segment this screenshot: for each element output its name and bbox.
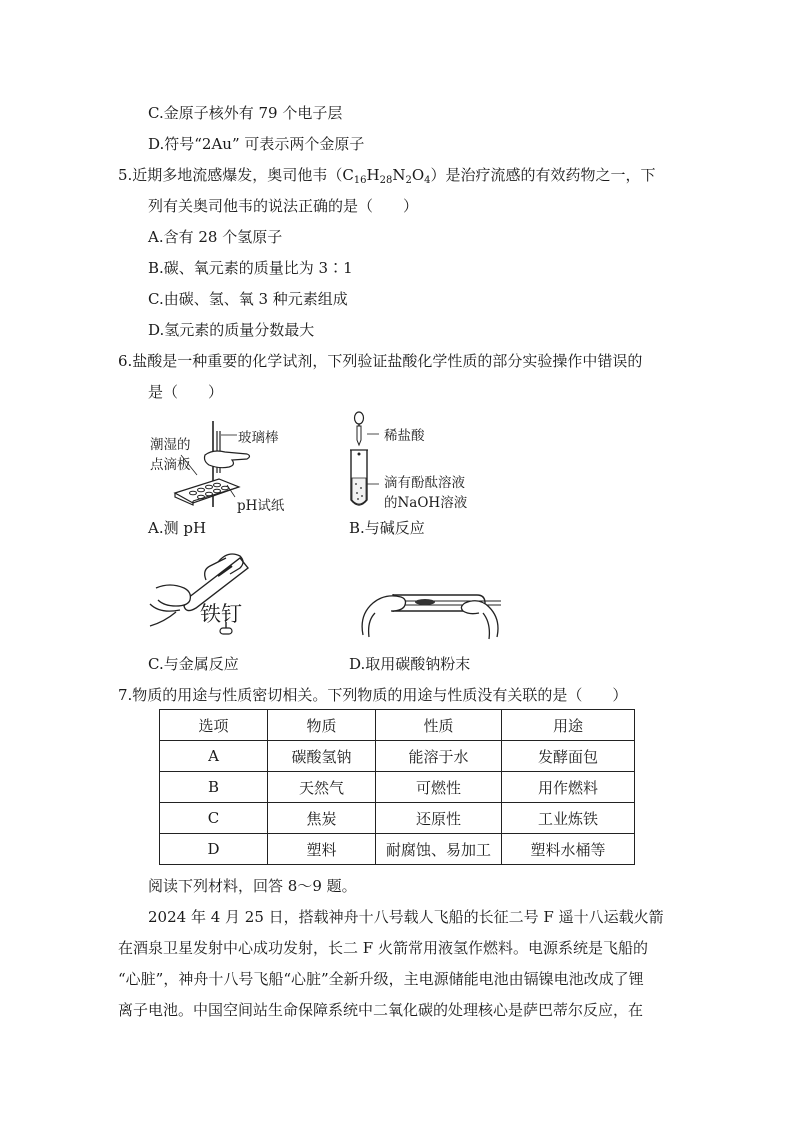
formula-c-subscript: 16 bbox=[353, 175, 367, 186]
formula-h: H bbox=[366, 166, 380, 184]
table-cell: 塑料水桶等 bbox=[502, 834, 635, 865]
reading-paragraph-line3: “心脏”，神舟十八号飞船“心脏”全新升级，主电源储能电池由镉镍电池改成了锂 bbox=[118, 970, 644, 988]
table-cell: 碳酸氢钠 bbox=[268, 741, 376, 772]
formula-o: O bbox=[411, 166, 425, 184]
q5-option-d: D.氢元素的质量分数最大 bbox=[148, 321, 315, 339]
q5-option-c: C.由碳、氢、氧 3 种元素组成 bbox=[148, 290, 348, 308]
fig-c-caption: C.与金属反应 bbox=[148, 655, 239, 673]
table-cell: 天然气 bbox=[268, 772, 376, 803]
fig-a-label-paper: pH试纸 bbox=[237, 498, 285, 514]
q7-stem: 7.物质的用途与性质密切相关。下列物质的用途与性质没有关联的是（ ） bbox=[118, 686, 628, 704]
figure-b-test-tube bbox=[345, 410, 385, 510]
q4-option-c: C.金原子核外有 79 个电子层 bbox=[148, 104, 343, 122]
fig-b-label-acid: 稀盐酸 bbox=[384, 428, 425, 444]
q6-stem-line1: 6.盐酸是一种重要的化学试剂，下列验证盐酸化学性质的部分实验操作中错误的 bbox=[118, 352, 643, 370]
q5-stem-line1 bbox=[118, 165, 656, 185]
fig-b-label-solution-2: 的NaOH溶液 bbox=[384, 495, 468, 511]
fig-a-label-rod: 玻璃棒 bbox=[238, 430, 279, 446]
table-cell: 塑料 bbox=[268, 834, 376, 865]
table-header-cell: 性质 bbox=[376, 710, 502, 741]
reading-intro: 阅读下列材料，回答 8～9 题。 bbox=[148, 877, 357, 895]
q5-stem-a: 5.近期多地流感爆发，奥司他韦（C bbox=[118, 166, 354, 184]
formula-n-subscript: 2 bbox=[405, 175, 412, 186]
q5-stem-b: ）是治疗流感的有效药物之一，下 bbox=[430, 166, 656, 184]
table-cell: 焦炭 bbox=[268, 803, 376, 834]
fig-b-caption: B.与碱反应 bbox=[349, 519, 425, 537]
q5-stem-line2: 列有关奥司他韦的说法正确的是（ ） bbox=[148, 197, 419, 215]
table-header-row bbox=[160, 710, 635, 741]
table-cell: 还原性 bbox=[376, 803, 502, 834]
q4-option-d: D.符号“2Au” 可表示两个金原子 bbox=[148, 135, 365, 153]
table-header-cell: 用途 bbox=[502, 710, 635, 741]
formula-h-subscript: 28 bbox=[379, 175, 393, 186]
table-cell: C bbox=[160, 803, 268, 834]
fig-c-label-nail: 铁钉 bbox=[200, 602, 242, 626]
fig-d-caption: D.取用碳酸钠粉末 bbox=[349, 655, 471, 673]
table-cell: 工业炼铁 bbox=[502, 803, 635, 834]
formula-o-subscript: 4 bbox=[424, 175, 431, 186]
formula-n: N bbox=[392, 166, 406, 184]
table-row bbox=[160, 803, 635, 834]
table-header-cell: 物质 bbox=[268, 710, 376, 741]
q6-stem-line2: 是（ ） bbox=[148, 383, 224, 401]
table-row bbox=[160, 741, 635, 772]
reading-paragraph-line4: 离子电池。中国空间站生命保障系统中二氧化碳的处理核心是萨巴蒂尔反应，在 bbox=[118, 1001, 644, 1019]
table-cell: 可燃性 bbox=[376, 772, 502, 803]
q5-option-b: B.碳、氧元素的质量比为 3∶1 bbox=[148, 259, 353, 277]
fig-a-label-plate-1: 潮湿的 bbox=[150, 437, 191, 453]
table-header-cell: 选项 bbox=[160, 710, 268, 741]
reading-paragraph-line1: 2024 年 4 月 25 日，搭载神舟十八号载人飞船的长征二号 F 遥十八运载火箭 bbox=[148, 908, 664, 926]
figure-d-powder bbox=[355, 565, 505, 645]
table-cell: A bbox=[160, 741, 268, 772]
figure-c-iron-nail bbox=[148, 548, 258, 643]
fig-b-label-solution-1: 滴有酚酞溶液 bbox=[384, 475, 465, 491]
fig-a-caption: A.测 pH bbox=[148, 519, 207, 537]
table-cell: B bbox=[160, 772, 268, 803]
fig-a-label-plate-2: 点滴板 bbox=[150, 457, 191, 473]
table-cell: D bbox=[160, 834, 268, 865]
table-row bbox=[160, 772, 635, 803]
table-cell: 发酵面包 bbox=[502, 741, 635, 772]
q7-options-table bbox=[159, 709, 635, 865]
table-cell: 能溶于水 bbox=[376, 741, 502, 772]
table-cell: 耐腐蚀、易加工 bbox=[376, 834, 502, 865]
table-row bbox=[160, 834, 635, 865]
reading-paragraph-line2: 在酒泉卫星发射中心成功发射，长二 F 火箭常用液氢作燃料。电源系统是飞船的 bbox=[118, 939, 648, 957]
table-cell: 用作燃料 bbox=[502, 772, 635, 803]
q5-option-a: A.含有 28 个氢原子 bbox=[148, 228, 283, 246]
